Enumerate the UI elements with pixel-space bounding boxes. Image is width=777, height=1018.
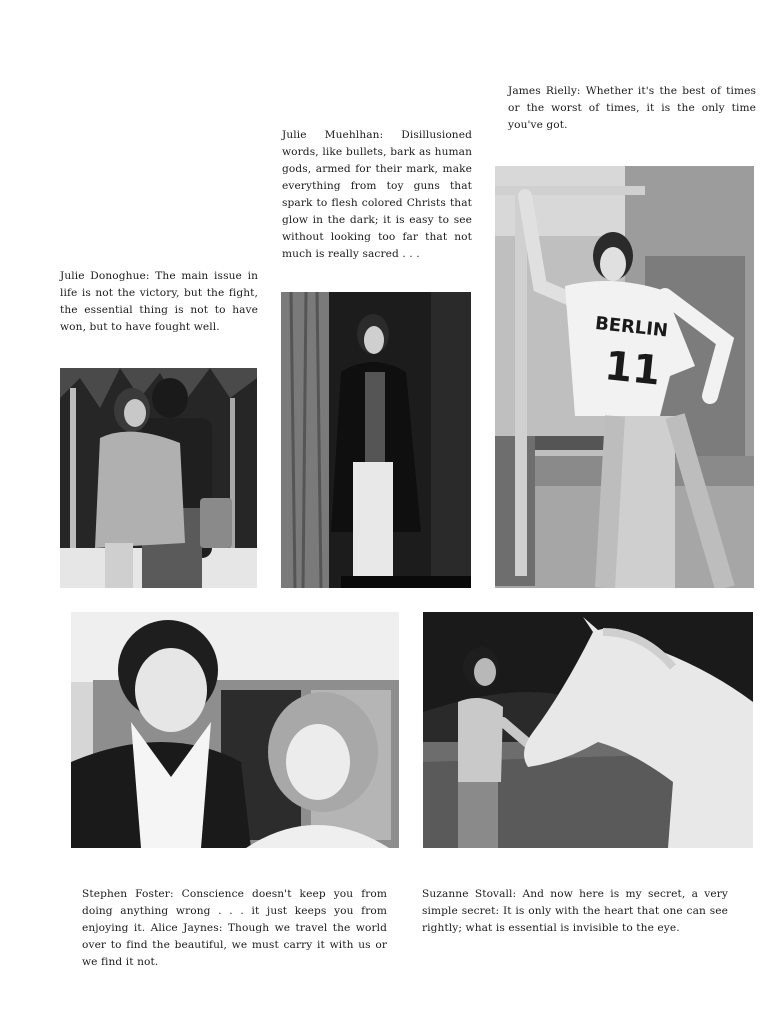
photo-couple-by-lockers [71, 612, 399, 848]
photo-girl-with-horse [423, 612, 753, 848]
photo-couple-in-snow [60, 368, 257, 588]
caption-james-rielly: James Rielly: Whether it's the best of times or the worst of times, it is the only time you've got. [508, 85, 756, 131]
caption-julie-muehlhan: Julie Muehlhan: Disillusioned words, like bullets, bark as human gods, armed for their mark, make everything from toy guns that spark to flesh colored Christs that glow in the dark; it is easy to see without looking too far that not much is really sacred . . . [282, 129, 472, 260]
photo-girl-by-tree [281, 292, 471, 588]
photo-boy-berlin-shirt [495, 166, 754, 588]
caption-julie-donoghue: Julie Donoghue: The main issue in life is not the victory, but the fight, the essential thing is not to have won, but to have fought well. [60, 270, 258, 333]
caption-stephen-foster-alice-jaynes: Stephen Foster: Conscience doesn't keep you from doing anything wrong . . . it just keeps you from enjoying it. Alice Jaynes: Though we travel the world over to find the beautiful, we must carry it with us or we find it not. [82, 888, 387, 968]
jersey-number: 11 [602, 343, 663, 395]
jersey-text: BERLIN [594, 312, 669, 342]
caption-suzanne-stovall: Suzanne Stovall: And now here is my secret, a very simple secret: It is only with the heart that one can see rightly; what is essential is invisible to the eye. [422, 888, 728, 934]
